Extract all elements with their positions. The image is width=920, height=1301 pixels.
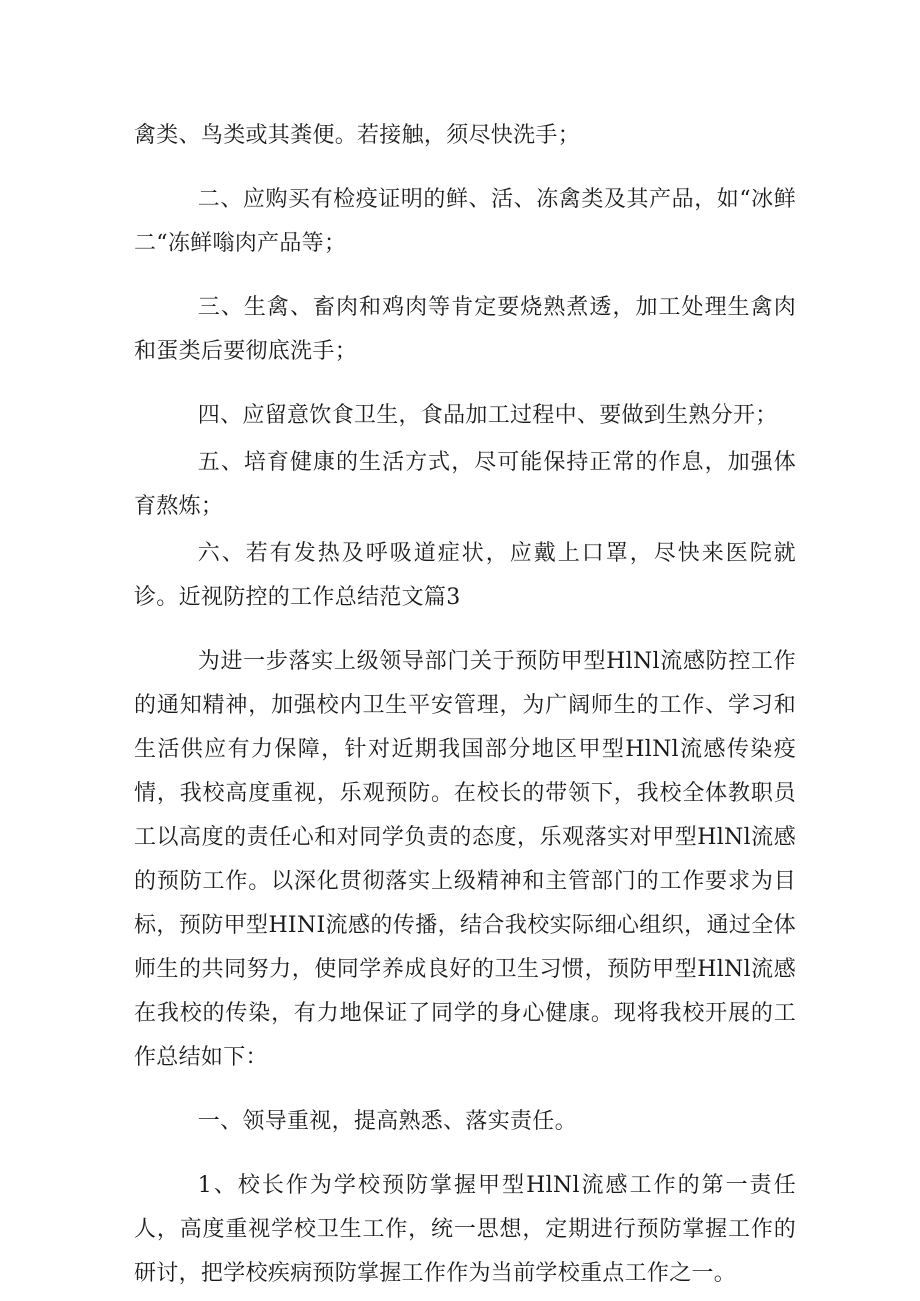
section-heading-1: 一、领导重视，提高熟悉、落实责任。 [197, 1109, 577, 1134]
paragraph-item-6: 六、若有发热及呼吸道症状，应戴上口罩，尽快来医院就诊。近视防控的工作总结范文篇3 [134, 541, 796, 610]
document-body [134, 114, 796, 1296]
paragraph-continuation: 禽类、鸟类或其粪便。若接触，须尽快洗手； [134, 123, 581, 148]
paragraph-intro: 为进一步落实上级领导部门关于预防甲型HlNl流感防控工作的通知精神，加强校内卫生平安管理，为广阔师生的工作、学习和生活供应有力保障，针对近期我国部分地区甲型HlNl流感传染疫情，我校高度重视，乐观预防。在校长的带领下，我校全体教职员工以高度的责任心和对同学负责的态度，乐观落实对甲型HlNl流感的预防工作。以深化贯彻落实上级精神和主管部门的工作要求为目标，预防甲型HINI流感的传播，结合我校实际细心组织，通过全体师生的共同努力，使同学养成良好的卫生习惯，预防甲型HlNl流感在我校的传染，有力地保证了同学的身心健康。现将我校开展的工作总结如下： [134, 649, 796, 1070]
paragraph-item-4: 四、应留意饮食卫生，食品加工过程中、要做到生熟分开； [197, 403, 778, 428]
paragraph-item-3: 三、生禽、畜肉和鸡肉等肯定要烧熟煮透，加工处理生禽肉和蛋类后要彻底洗手； [134, 295, 796, 364]
paragraph-item-2: 二、应购买有检疫证明的鲜、活、冻禽类及其产品，如“冰鲜二“冻鲜嗡肉产品等； [134, 187, 796, 256]
paragraph-item-5: 五、培育健康的生活方式，尽可能保持正常的作息，加强体育熬炼； [134, 450, 796, 519]
paragraph-point-1: 1、校长作为学校预防掌握甲型HlNl流感工作的第一责任人，高度重视学校卫生工作，统一思想，定期进行预防掌握工作的研讨，把学校疾病预防掌握工作作为当前学校重点工作之一。 [134, 1173, 796, 1286]
